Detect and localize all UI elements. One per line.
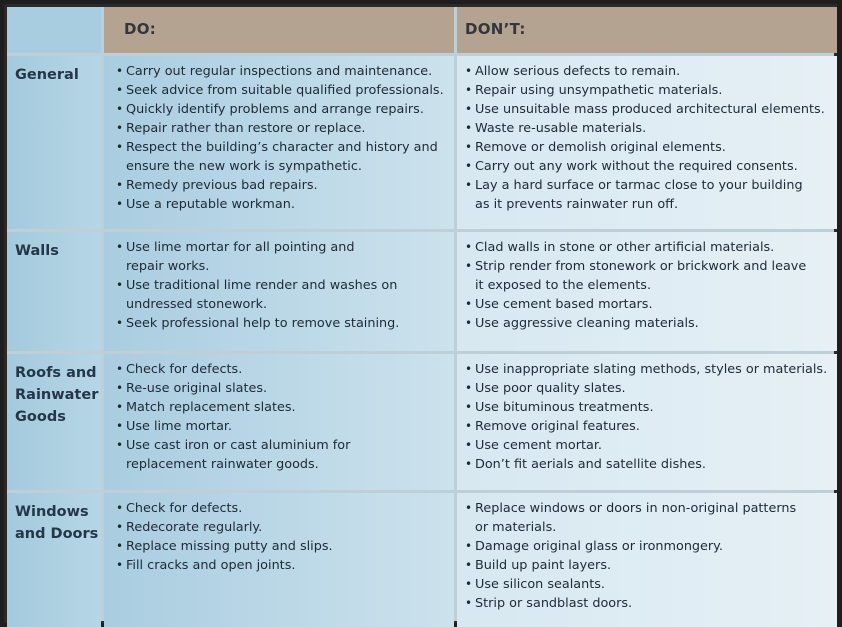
list-item: • Redecorate regularly.: [116, 518, 450, 537]
list-item: • Use inappropriate slating methods, styles or materials.: [465, 360, 833, 379]
list-item: • Use cast iron or cast aluminium for replacement rainwater goods.: [116, 436, 450, 474]
do-cell: [104, 232, 454, 351]
list-item: • Check for defects.: [116, 360, 450, 379]
do-list: [116, 360, 450, 474]
list-item: • Replace windows or doors in non-original patterns or materials.: [465, 499, 833, 537]
row-label: Windows and Doors: [7, 493, 101, 627]
list-item: • Seek advice from suitable qualified professionals.: [116, 81, 450, 100]
do-cell: [104, 56, 454, 229]
list-item: • Use lime mortar.: [116, 417, 450, 436]
dont-cell: [457, 232, 837, 351]
row-label: General: [7, 56, 101, 229]
list-item: • Seek professional help to remove staining.: [116, 314, 450, 333]
list-item: • Match replacement slates.: [116, 398, 450, 417]
list-item: • Carry out regular inspections and maintenance.: [116, 62, 450, 81]
do-cell: [104, 493, 454, 627]
do-list: [116, 499, 450, 575]
dont-list: [465, 62, 833, 214]
list-item: • Use traditional lime render and washes on undressed stonework.: [116, 276, 450, 314]
list-item: • Carry out any work without the required consents.: [465, 157, 833, 176]
do-dont-table: [7, 7, 834, 621]
list-item: • Use poor quality slates.: [465, 379, 833, 398]
dont-list: [465, 238, 833, 333]
do-cell: [104, 354, 454, 490]
list-item: • Repair rather than restore or replace.: [116, 119, 450, 138]
row-label: Roofs and Rainwater Goods: [7, 354, 101, 490]
dont-list: [465, 499, 833, 613]
list-item: • Quickly identify problems and arrange repairs.: [116, 100, 450, 119]
list-item: • Use aggressive cleaning materials.: [465, 314, 833, 333]
corner-cell: [7, 7, 101, 53]
dont-cell: [457, 493, 837, 627]
list-item: • Strip render from stonework or brickwork and leave it exposed to the elements.: [465, 257, 833, 295]
dont-header: DON’T:: [457, 7, 837, 53]
dont-list: [465, 360, 833, 474]
list-item: • Use lime mortar for all pointing and repair works.: [116, 238, 450, 276]
dont-cell: [457, 56, 837, 229]
list-item: • Use a reputable workman.: [116, 195, 450, 214]
list-item: • Repair using unsympathetic materials.: [465, 81, 833, 100]
list-item: • Build up paint layers.: [465, 556, 833, 575]
list-item: • Remove or demolish original elements.: [465, 138, 833, 157]
row-label: Walls: [7, 232, 101, 351]
list-item: • Lay a hard surface or tarmac close to your building as it prevents rainwater run off.: [465, 176, 833, 214]
list-item: • Use unsuitable mass produced architectural elements.: [465, 100, 833, 119]
list-item: • Fill cracks and open joints.: [116, 556, 450, 575]
dont-cell: [457, 354, 837, 490]
list-item: • Use cement mortar.: [465, 436, 833, 455]
list-item: • Respect the building’s character and history and ensure the new work is sympathetic.: [116, 138, 450, 176]
list-item: • Use silicon sealants.: [465, 575, 833, 594]
list-item: • Check for defects.: [116, 499, 450, 518]
list-item: • Re-use original slates.: [116, 379, 450, 398]
do-header: DO:: [104, 7, 454, 53]
list-item: • Use bituminous treatments.: [465, 398, 833, 417]
table-frame: [4, 4, 837, 623]
list-item: • Don’t fit aerials and satellite dishes.: [465, 455, 833, 474]
list-item: • Clad walls in stone or other artificial materials.: [465, 238, 833, 257]
list-item: • Remove original features.: [465, 417, 833, 436]
list-item: • Damage original glass or ironmongery.: [465, 537, 833, 556]
list-item: • Remedy previous bad repairs.: [116, 176, 450, 195]
list-item: • Strip or sandblast doors.: [465, 594, 833, 613]
do-list: [116, 62, 450, 214]
list-item: • Use cement based mortars.: [465, 295, 833, 314]
list-item: • Replace missing putty and slips.: [116, 537, 450, 556]
list-item: • Waste re-usable materials.: [465, 119, 833, 138]
do-list: [116, 238, 450, 333]
list-item: • Allow serious defects to remain.: [465, 62, 833, 81]
